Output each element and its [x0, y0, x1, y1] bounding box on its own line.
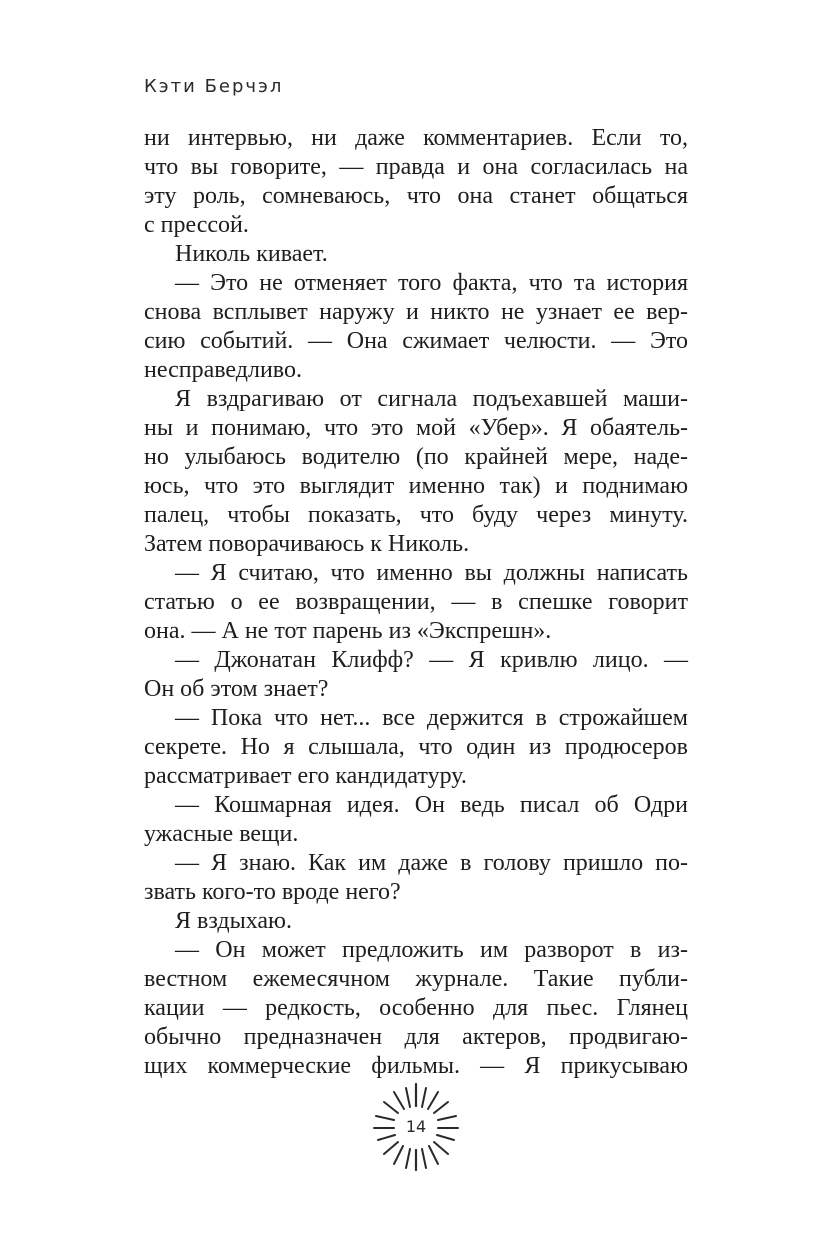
text-line: вестном ежемесячном журнале. Такие публи-: [144, 966, 688, 992]
text-line: секрете. Но я слышала, что один из продюсеров: [144, 734, 688, 760]
running-header-author: Кэти Берчэл: [144, 76, 284, 97]
text-line: — Джонатан Клифф? — Я кривлю лицо. —: [175, 647, 688, 673]
page-number: 14: [405, 1117, 427, 1136]
text-line: но улыбаюсь водителю (по крайней мере, наде-: [144, 444, 688, 470]
text-line: — Я знаю. Как им даже в голову пришло по-: [175, 850, 688, 876]
text-line: статью о ее возвращении, — в спешке говорит: [144, 589, 688, 615]
text-line: с прессой.: [144, 212, 249, 238]
text-line: обычно предназначен для актеров, продвигаю-: [144, 1024, 688, 1050]
text-line: Я вздрагиваю от сигнала подъехавшей маши-: [175, 386, 688, 412]
text-line: юсь, что это выглядит именно так) и поднимаю: [144, 473, 688, 499]
text-line: Я вздыхаю.: [175, 908, 292, 934]
text-line: — Пока что нет... все держится в строжайшем: [175, 705, 688, 731]
text-line: снова всплывет наружу и никто не узнает ее вер-: [144, 299, 688, 325]
text-line: — Он может предложить им разворот в из-: [175, 937, 688, 963]
text-line: — Это не отменяет того факта, что та история: [175, 270, 688, 296]
text-line: Николь кивает.: [175, 241, 328, 267]
text-line: ни интервью, ни даже комментариев. Если то,: [144, 125, 688, 151]
text-line: что вы говорите, — правда и она согласилась на: [144, 154, 688, 180]
text-line: рассматривает его кандидатуру.: [144, 763, 467, 789]
text-line: — Кошмарная идея. Он ведь писал об Одри: [175, 792, 688, 818]
text-line: ужасные вещи.: [144, 821, 299, 847]
text-line: — Я считаю, что именно вы должны написать: [175, 560, 688, 586]
text-line: эту роль, сомневаюсь, что она станет общаться: [144, 183, 688, 209]
page-number-ornament: [370, 1080, 462, 1172]
text-line: ны и понимаю, что это мой «Убер». Я обаятель-: [144, 415, 688, 441]
text-line: Затем поворачиваюсь к Николь.: [144, 531, 470, 557]
text-line: палец, чтобы показать, что буду через минуту.: [144, 502, 688, 528]
text-line: щих коммерческие фильмы. — Я прикусываю: [144, 1053, 688, 1079]
text-line: Он об этом знает?: [144, 676, 329, 702]
text-line: кации — редкость, особенно для пьес. Глянец: [144, 995, 688, 1021]
text-line: сию событий. — Она сжимает челюсти. — Это: [144, 328, 688, 354]
text-line: несправедливо.: [144, 357, 302, 383]
text-line: звать кого-то вроде него?: [144, 879, 401, 905]
text-line: она. — А не тот парень из «Экспрешн».: [144, 618, 552, 644]
